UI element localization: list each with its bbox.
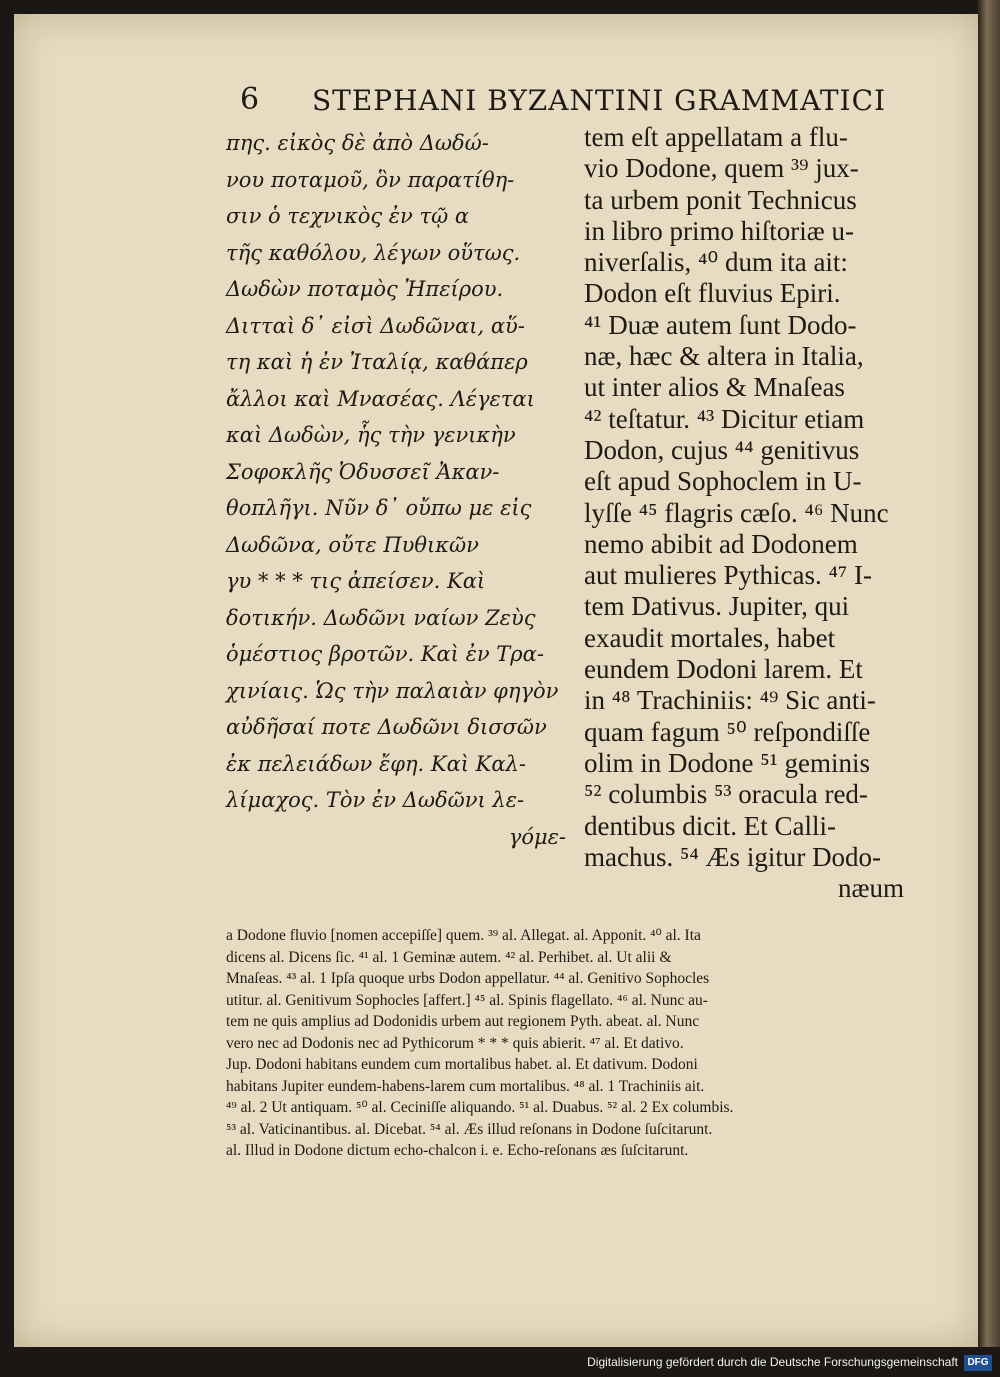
footnote-line: al. Illud in Dodone dictum echo-chalcon i. e. Echo-reſonans æs ſuſcitarunt. [226,1142,689,1159]
footnote-line: dicens al. Dicens ſic. ⁴¹ al. 1 Geminæ autem. ⁴² al. Perhibet. al. Ut alii & [226,948,672,966]
greek-text-line: Δωδὼν ποταμὸς Ἠπείρου. [226,277,504,301]
latin-text-line: quam fagum ⁵⁰ reſpondiſſe [584,716,871,747]
latin-text-line: næ, hæc & altera in Italia, [584,341,864,372]
latin-text-line: eſt apud Sophoclem in U- [584,466,862,497]
greek-text-line: χινίαις. Ὡς τὴν παλαιὰν φηγὸν [226,678,559,703]
dfg-credit-text: Digitalisierung gefördert durch die Deutsche Forschungsgemeinschaft [587,1355,958,1369]
latin-text-line: ⁵² columbis ⁵³ oracula red- [584,779,868,810]
footnote-line: ⁵³ al. Vaticinantibus. al. Dicebat. ⁵⁴ al. Æs illud reſonans in Dodone ſuſcitarunt. [226,1120,713,1138]
greek-text-line: γόμε- [508,824,566,849]
greek-text-column [226,125,566,855]
latin-text-line: olim in Dodone ⁵¹ geminis [584,747,870,778]
latin-text-line: in libro primo hiſtoriæ u- [584,215,854,246]
book-spine-edge [978,0,1000,1350]
greek-text-line: γυ * * * τις ἀπείσεν. Καὶ [226,569,486,593]
greek-text-line: σιν ὁ τεχνικὸς ἐν τῷ α [226,204,470,228]
footnote-line: utitur. al. Genitivum Sophocles [affert.] ⁴⁵ al. Spinis flagellato. ⁴⁶ al. Nunc au- [226,991,708,1009]
greek-text-line: τη καὶ ἡ ἐν Ἰταλίᾳ, καθάπερ [226,350,528,374]
page-number: 6 [240,82,260,117]
footnote-line: Jup. Dodoni habitans eundem cum mortalibus habet. al. Et dativum. Dodoni [226,1056,698,1073]
greek-text-line: ἐκ πελειάδων ἔφη. Καὶ Καλ- [226,751,526,776]
latin-text-line: tem Dativus. Jupiter, qui [584,591,850,622]
greek-text-line: καὶ Δωδὼν, ἧς τὴν γενικὴν [226,423,516,447]
footnote-line: habitans Jupiter eundem-habens-larem cum mortalibus. ⁴⁸ al. 1 Trachiniis ait. [226,1077,705,1095]
footnote-line: vero nec ad Dodonis nec ad Pythicorum * * * quis abierit. ⁴⁷ al. Et dativo. [226,1034,684,1052]
latin-text-line: machus. ⁵⁴ Æs igitur Dodo- [584,841,882,872]
greek-text-line: ἄλλοι καὶ Μνασέας. Λέγεται [226,386,535,411]
greek-text-line: τῆς καθόλου, λέγων οὕτως. [226,240,521,265]
latin-text-line: aut mulieres Pythicas. ⁴⁷ I- [584,560,873,591]
latin-text-line: tem eſt appellatam a flu- [584,122,848,152]
latin-text-line: in ⁴⁸ Trachiniis: ⁴⁹ Sic anti- [584,685,876,716]
greek-text-line: Διτταὶ δ᾽ εἰσὶ Δωδῶναι, αὕ- [226,313,525,338]
latin-text-line: lyſſe ⁴⁵ flagris cæſo. ⁴⁶ Nunc [584,497,889,528]
latin-text-line: næum [837,873,904,904]
greek-text-line: Δωδῶνα, οὔτε Πυθικῶν [226,532,479,557]
greek-text-line: αὐδῆσαί ποτε Δωδῶνι δισσῶν [226,715,547,739]
footnote-line: Mnaſeas. ⁴³ al. 1 Ipſa quoque urbs Dodon appellatur. ⁴⁴ al. Genitivo Sophocles [226,970,710,987]
latin-text-line: ta urbem ponit Technicus [584,184,857,215]
footnote-line: tem ne quis amplius ad Dodonidis urbem aut regionem Pyth. abeat. al. Nunc [226,1013,700,1030]
greek-text-line: θοπλῆγι. Νῦν δ᾽ οὔπω με εἰς [226,496,532,520]
running-header [226,82,910,118]
greek-text-line: Σοφοκλῆς Ὀδυσσεῖ Ἀκαν- [226,459,500,484]
viewer-footer-bar [0,1347,1000,1377]
footnote-line: ⁴⁹ al. 2 Ut antiquam. ⁵⁰ al. Ceciniſſe aliquando. ⁵¹ al. Duabus. ⁵² al. 2 Ex columbis. [226,1099,734,1116]
latin-text-line: ⁴² teſtatur. ⁴³ Dicitur etiam [584,403,865,434]
latin-text-line: Dodon eſt fluvius Epiri. [584,278,841,309]
dfg-logo-icon: DFG [964,1355,992,1371]
latin-text-line: ⁴¹ Duæ autem ſunt Dodo- [584,309,857,340]
running-head-title: STEPHANI BYZANTINI GRAMMATICI [312,84,887,117]
greek-text-line: λίμαχος. Τὸν ἐν Δωδῶνι λε- [226,788,525,812]
latin-text-line: dentibus dicit. Et Calli- [584,810,836,841]
latin-text-line: ut inter alios & Mnaſeas [584,372,845,403]
footnote-line: a Dodone fluvio [nomen accepiſſe] quem. ³⁹ al. Allegat. al. Apponit. ⁴⁰ al. Ita [226,927,701,944]
latin-text-column [584,122,904,904]
latin-text-line: eundem Dodoni larem. Et [584,654,863,685]
greek-text-line: δοτικήν. Δωδῶνι ναίων Ζεὺς [226,605,536,630]
latin-text-line: Dodon, cujus ⁴⁴ genitivus [584,434,860,465]
greek-text-line: νου ποταμοῦ, ὃν παρατίθη- [226,167,515,192]
latin-text-line: niverſalis, ⁴⁰ dum ita ait: [584,247,848,278]
greek-text-line: πης. εἰκὸς δὲ ἀπὸ Δωδώ- [226,131,489,155]
latin-text-line: exaudit mortales, habet [584,622,836,653]
latin-text-line: nemo abibit ad Dodonem [584,528,858,559]
latin-text-line: vio Dodone, quem ³⁹ jux- [584,153,859,184]
footnotes [226,925,906,1162]
greek-text-line: ὁμέστιος βροτῶν. Καὶ ἐν Τρα- [226,642,544,666]
